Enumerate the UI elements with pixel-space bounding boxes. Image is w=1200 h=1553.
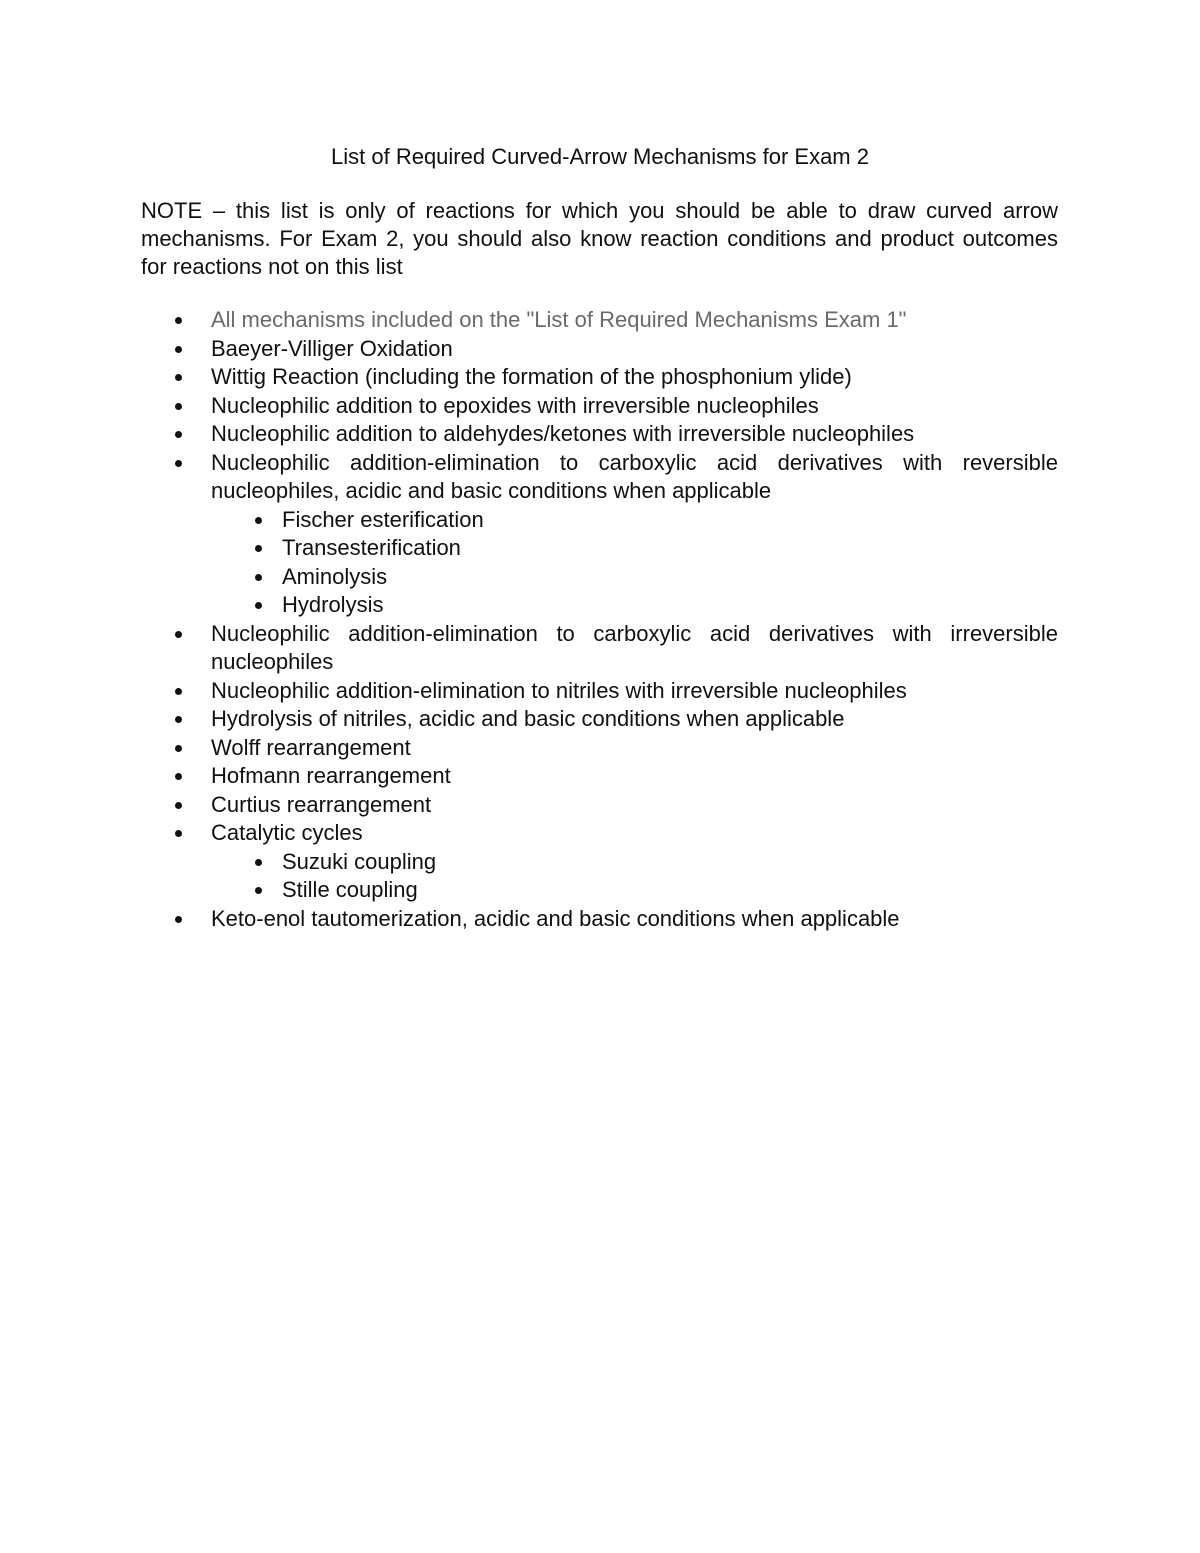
list-item-text: Baeyer-Villiger Oxidation bbox=[211, 335, 453, 361]
list-item-text: Curtius rearrangement bbox=[211, 791, 432, 817]
list-item bbox=[141, 791, 1058, 820]
list-item bbox=[141, 392, 1058, 421]
bullet-icon bbox=[175, 374, 182, 381]
bullet-icon bbox=[175, 317, 182, 324]
list-item-text: Nucleophilic addition-elimination to nitriles with irreversible nucleophiles bbox=[211, 677, 907, 703]
bullet-icon bbox=[255, 859, 262, 866]
sub-list-item bbox=[211, 506, 1058, 535]
sub-list bbox=[211, 506, 1058, 620]
bullet-icon bbox=[175, 431, 182, 438]
list-item bbox=[141, 677, 1058, 706]
bullet-icon bbox=[175, 403, 182, 410]
bullet-icon bbox=[175, 916, 182, 923]
bullet-icon bbox=[175, 773, 182, 780]
sub-list-item-text: Stille coupling bbox=[282, 877, 418, 902]
list-item-text: Nucleophilic addition-elimination to carboxylic acid derivatives with irreversible nucleophiles bbox=[211, 620, 1058, 674]
bullet-icon bbox=[175, 716, 182, 723]
list-item bbox=[141, 363, 1058, 392]
sub-list-item-text: Transesterification bbox=[282, 535, 461, 560]
list-item bbox=[141, 905, 1058, 934]
sub-list-item-text: Suzuki coupling bbox=[282, 848, 437, 874]
bullet-icon bbox=[255, 602, 262, 609]
sub-list-item-text: Aminolysis bbox=[282, 563, 388, 589]
sub-list-item bbox=[211, 876, 1058, 905]
bullet-icon bbox=[175, 830, 182, 837]
list-item-text: Keto-enol tautomerization, acidic and basic conditions when applicable bbox=[211, 905, 900, 931]
bullet-icon bbox=[175, 346, 182, 353]
sub-list-item-text: Hydrolysis bbox=[282, 592, 384, 617]
list-item bbox=[141, 335, 1058, 364]
list-item-text: Wittig Reaction (including the formation of the phosphonium ylide) bbox=[211, 364, 852, 389]
list-item bbox=[141, 705, 1058, 734]
bullet-icon bbox=[175, 802, 182, 809]
sub-list-item bbox=[211, 591, 1058, 620]
list-item bbox=[141, 420, 1058, 449]
sub-list-item bbox=[211, 848, 1058, 877]
bullet-icon bbox=[255, 545, 262, 552]
sub-list-item bbox=[211, 563, 1058, 592]
list-item-text: Hydrolysis of nitriles, acidic and basic conditions when applicable bbox=[211, 706, 845, 731]
list-item bbox=[141, 306, 1058, 335]
list-item-text: Nucleophilic addition to aldehydes/ketones with irreversible nucleophiles bbox=[211, 421, 915, 446]
list-item-text: Nucleophilic addition to epoxides with irreversible nucleophiles bbox=[211, 392, 819, 418]
list-item-text: Nucleophilic addition-elimination to carboxylic acid derivatives with reversible nucleophiles, acidic and basic conditions when applicable bbox=[211, 449, 1058, 503]
list-item-text: All mechanisms included on the "List of Required Mechanisms Exam 1" bbox=[211, 307, 907, 332]
document-title: List of Required Curved-Arrow Mechanisms for Exam 2 bbox=[331, 144, 869, 169]
bullet-icon bbox=[175, 745, 182, 752]
bullet-icon bbox=[175, 631, 182, 638]
bullet-icon bbox=[255, 517, 262, 524]
list-item bbox=[141, 449, 1058, 620]
sub-list-item bbox=[211, 534, 1058, 563]
sub-list bbox=[211, 848, 1058, 905]
list-item bbox=[141, 762, 1058, 791]
sub-list-item-text: Fischer esterification bbox=[282, 506, 484, 532]
mechanism-list bbox=[141, 306, 1058, 933]
bullet-icon bbox=[255, 574, 262, 581]
list-item bbox=[141, 819, 1058, 905]
bullet-icon bbox=[175, 460, 182, 467]
list-item-text: Wolff rearrangement bbox=[211, 734, 411, 760]
note-paragraph: NOTE – this list is only of reactions for which you should be able to draw curved arrow mechanisms. For Exam 2, you should also know reaction conditions and product outcomes for reactions not on this list bbox=[141, 198, 1058, 279]
list-item bbox=[141, 734, 1058, 763]
bullet-icon bbox=[255, 887, 262, 894]
list-item-text: Hofmann rearrangement bbox=[211, 763, 451, 788]
bullet-icon bbox=[175, 688, 182, 695]
list-item bbox=[141, 620, 1058, 677]
list-item-text: Catalytic cycles bbox=[211, 820, 363, 845]
